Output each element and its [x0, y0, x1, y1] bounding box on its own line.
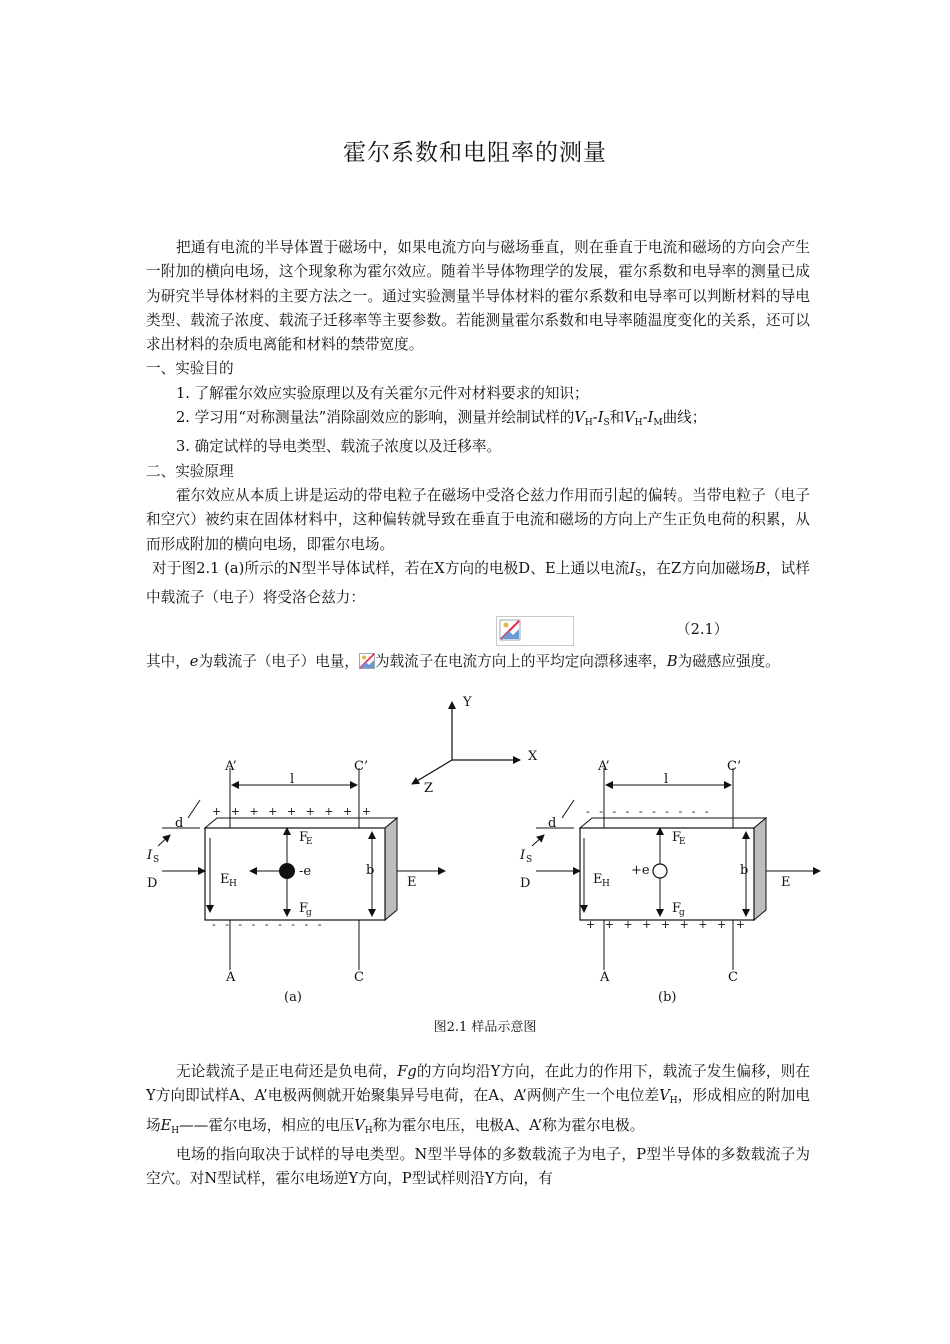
sub-h: H [584, 418, 593, 429]
equation-number: （2.1） [676, 621, 729, 639]
section-heading-objectives: 一、实验目的 [146, 360, 234, 378]
coordinate-axes [412, 695, 538, 796]
label-a-b: A [600, 970, 610, 985]
label-fe-f-b: F [672, 830, 682, 845]
label-eh-h: H [229, 879, 237, 889]
body-paragraph-1 [146, 1060, 810, 1143]
var-fg: Fg [397, 1063, 417, 1080]
objective-item-2 [146, 406, 810, 435]
label-a-prime: A’ [225, 759, 237, 774]
axis-y-label: Y [463, 695, 472, 710]
figure-2-1 [140, 688, 830, 1038]
dash: - [592, 409, 598, 427]
axis-x-label: X [528, 749, 538, 764]
p2-text-c: ，试样中载流子（电子）将受洛仑兹力： [146, 559, 810, 607]
principle-paragraph-3 [146, 650, 810, 674]
label-is-i-b: I [520, 848, 526, 863]
objective-item-2-text: 2. 学习用“对称测量法”消除副效应的影响，测量并绘制试样的 [176, 409, 575, 427]
var-i-2: I [647, 409, 654, 427]
broken-image-icon [499, 619, 521, 641]
p3-text-d: 为磁感应强度。 [677, 653, 780, 671]
label-fg-g: g [306, 908, 312, 918]
var-is-i: I [629, 559, 636, 577]
b1-text-a: 无论载流子是正电荷还是负电荷， [176, 1063, 398, 1080]
label-fe-e: E [306, 837, 313, 847]
objective-item-3: 3. 确定试样的导电类型、载流子浓度以及迁移率。 [176, 438, 502, 456]
var-vh-v: V [659, 1087, 670, 1105]
top-charges-b: - - - - - - - - - - [586, 805, 712, 818]
carrier-label: -e [299, 864, 312, 879]
equation-row [146, 610, 810, 650]
electron-carrier [279, 863, 295, 879]
label-d-thickness-b: d [548, 816, 557, 831]
label-l-b: l [664, 772, 669, 787]
top-charges: + + + + + + + + + [212, 805, 374, 818]
var-vh2-v: V [354, 1116, 365, 1134]
var-b-2: B [666, 653, 678, 671]
var-v: V [574, 409, 585, 427]
label-d-thickness: d [175, 816, 184, 831]
label-d-electrode: D [147, 876, 158, 891]
p2-text-a: 对于图2.1 (a)所示的N型半导体试样，若在X方向的电极D、E上通以电流 [152, 559, 630, 577]
hole-carrier [653, 864, 667, 878]
bottom-charges-b: + + + + + + + + + [586, 918, 748, 931]
var-is-s: S [635, 568, 642, 579]
equation-image [496, 616, 574, 646]
b1-text-b: 的方向均沿Y方向，在此力的作用下，载流子发生偏移，则在Y方向即试样A、A’电极两侧就开始聚集异号电荷，在A、A’两侧产生一个电位差 [146, 1063, 810, 1105]
p3-text-b: 为载流子（电子）电量， [198, 653, 359, 671]
intro-paragraph: 把通有电流的半导体置于磁场中，如果电流方向与磁场垂直，则在垂直于电流和磁场的方向会产生一附加的横向电场，这个现象称为霍尔效应。随着半导体物理学的发展，霍尔系数和电导率的测量已成为研究半导体材料的主要方法之一。通过实验测量半导体材料的霍尔系数和电导率可以判断材料的导电类型、载流子浓度、载流子迁移率等主要参数。若能测量霍尔系数和电导率随温度变化的关系，还可以求出材料的杂质电离能和材料的禁带宽度。 [146, 239, 810, 354]
figure-caption: 图2.1 样品示意图 [433, 1020, 537, 1035]
label-a-prime-b: A’ [598, 759, 610, 774]
label-fe-f: F [299, 830, 309, 845]
label-fg-f: F [299, 901, 309, 916]
label-a: A [226, 970, 236, 985]
label-c-prime: C’ [354, 759, 369, 774]
p3-text-c: 为载流子在电流方向上的平均定向漂移速率， [374, 653, 667, 671]
var-eh-h: H [171, 1125, 180, 1136]
label-b-b: b [740, 863, 749, 878]
panel-a [146, 759, 445, 1005]
label-eh-e: E [220, 872, 230, 887]
label-c: C [354, 970, 364, 985]
bottom-charges: - - - - - - - - - [212, 918, 325, 931]
b1-text-d: ——霍尔电场，相应的电压 [179, 1116, 355, 1134]
velocity-image-icon [359, 653, 375, 669]
var-i: I [597, 409, 604, 427]
label-e-electrode: E [407, 875, 417, 890]
label-eh-h-b: H [602, 879, 610, 889]
principle-paragraph-1: 霍尔效应从本质上讲是运动的带电粒子在磁场中受洛仑兹力作用而引起的偏转。当带电粒子（电子和空穴）被约束在固体材料中，这种偏转就导致在垂直于电流和磁场的方向上产生正负电荷的积累，从而形成附加的横向电场，即霍尔电场。 [146, 486, 810, 553]
label-fg-f-b: F [672, 901, 682, 916]
dash-2: - [642, 409, 648, 427]
var-b: B [755, 559, 766, 577]
text-block-1 [146, 236, 810, 675]
var-e: e [189, 653, 199, 671]
var-vh-h: H [669, 1096, 678, 1107]
principle-paragraph-2 [146, 557, 810, 611]
p3-text-a: 其中， [146, 653, 190, 671]
label-is-s: S [153, 855, 160, 865]
sub-h-2: H [634, 418, 643, 429]
carrier-label-b: +e [631, 863, 650, 878]
label-is-i: I [147, 848, 153, 863]
panel-b [519, 759, 820, 1005]
label-fe-e-b: E [679, 837, 686, 847]
var-vh2-h: H [364, 1125, 373, 1136]
label-l: l [290, 772, 295, 787]
b1-text-c: ，形成相应的附加电场 [146, 1087, 810, 1134]
text-block-2 [146, 1060, 810, 1191]
label-c-prime-b: C’ [727, 759, 742, 774]
p2-text-b: ，在Z方向加磁场 [641, 559, 756, 577]
panel-b-tag: (b) [658, 990, 677, 1005]
label-c-b: C [728, 970, 738, 985]
label-d-electrode-b: D [520, 876, 531, 891]
b1-text-e: 称为霍尔电压，电极A、A’称为霍尔电极。 [372, 1116, 645, 1134]
panel-a-tag: (a) [284, 990, 302, 1005]
sample-diagram [140, 688, 830, 1018]
objective-item-2-end: 曲线； [662, 409, 707, 427]
var-v-2: V [624, 409, 635, 427]
label-b: b [366, 863, 375, 878]
label-fg-g-b: g [679, 908, 685, 918]
section-heading-principle: 二、实验原理 [146, 462, 234, 480]
sub-m: M [653, 418, 663, 429]
axis-z-label: Z [424, 781, 434, 796]
var-eh-e: E [160, 1116, 172, 1134]
label-eh-e-b: E [593, 872, 603, 887]
sub-s: S [603, 418, 610, 429]
page-title: 霍尔系数和电阻率的测量 [343, 140, 607, 166]
body-paragraph-2: 电场的指向取决于试样的导电类型。N型半导体的多数载流子为电子，P型半导体的多数载流子为空穴。对N型试样，霍尔电场逆Y方向，P型试样则沿Y方向，有 [146, 1145, 810, 1188]
label-is-s-b: S [526, 855, 533, 865]
objective-item-1: 1. 了解霍尔效应实验原理以及有关霍尔元件对材料要求的知识； [176, 384, 589, 402]
label-e-electrode-b: E [781, 875, 791, 890]
conj-and: 和 [609, 409, 625, 427]
